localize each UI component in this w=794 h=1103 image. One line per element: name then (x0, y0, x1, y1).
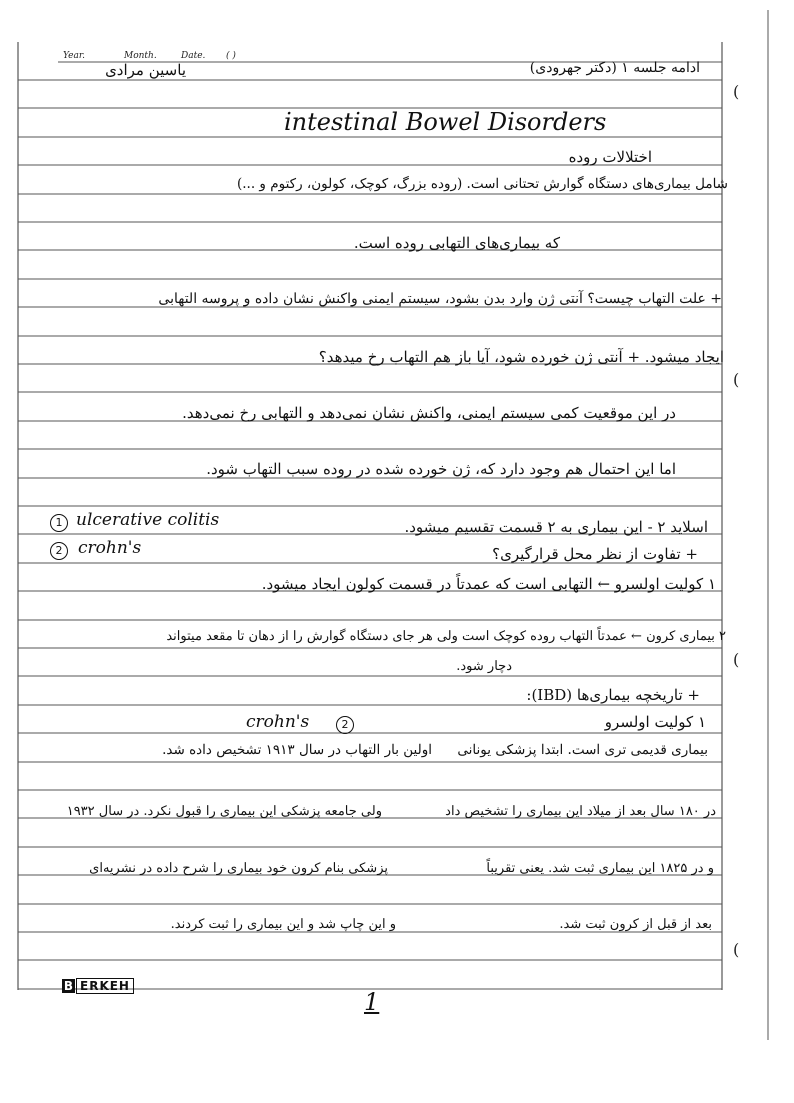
disease-crohns: crohn's (78, 538, 142, 558)
list-number: 1 (50, 514, 68, 532)
text-line: شامل بیماری‌های دستگاه گوارش تحتانی است. (روده بزرگ، کوچک، کولون، رکتوم و ...) (237, 176, 728, 192)
date-parens: ( ) (226, 51, 236, 61)
text-line: ۱ کولیت اولسرو (604, 713, 706, 731)
brand-logo-initial: B (63, 979, 74, 993)
brand-logo-text: ERKEH (76, 978, 134, 994)
text-line: که بیماری‌های التهابی روده است. (353, 234, 560, 252)
text-line: بعد از قبل از کرون ثبت شد. (559, 917, 712, 932)
text-line: اسلاید ۲ - این بیماری به ۲ قسمت تقسیم میشود. (404, 518, 708, 536)
year-label: Year. (63, 51, 86, 61)
text-line: پزشکی بنام کرون خود بیماری را شرح داده در نشریه‌ای (89, 861, 388, 876)
text-line: اما این احتمال هم وجود دارد که، ژن خورده شده در روده سبب التهاب شود. (206, 460, 676, 478)
text-line: بیماری قدیمی تری است. ابتدا پزشکی یونانی (457, 742, 708, 758)
brand-logo (62, 978, 134, 994)
text-line: و در ۱۸۲۵ این بیماری ثبت شد. یعنی تقریباً (486, 861, 714, 876)
course-heading: ادامه جلسه ۱ (دکتر جهرودی) (529, 60, 700, 76)
text-line: دچار شود. (456, 659, 512, 674)
margin-paren: ( (733, 650, 740, 669)
crohns-heading: crohn's (246, 712, 310, 732)
month-label: Month. (124, 51, 157, 61)
margin-paren: ( (733, 940, 740, 959)
date-label: Date. (181, 51, 206, 61)
crohns-number: 2 (336, 716, 354, 734)
list-number: 2 (50, 542, 68, 560)
text-line: ولی جامعه پزشکی این بیماری را قبول نکرد. در سال ۱۹۳۲ (66, 804, 382, 819)
page-number: 1 (364, 988, 380, 1016)
page-title: intestinal Bowel Disorders (284, 108, 607, 136)
text-line: ایجاد میشود. + آنتی ژن خورده شود، آیا باز هم التهاب رخ میدهد؟ (318, 348, 724, 366)
text-line: و این چاپ شد و این بیماری را ثبت کردند. (170, 917, 396, 932)
text-line: در این موقعیت کمی سیستم ایمنی، واکنش نشان نمی‌دهد و التهابی رخ نمی‌دهد. (182, 404, 676, 422)
author-name: یاسین مرادی (105, 61, 186, 79)
text-line: ۱ کولیت اولسرو ← التهابی است که عمدتاً در قسمت کولون ایجاد میشود. (261, 575, 716, 593)
text-line: + تفاوت از نظر محل قرارگیری؟ (492, 545, 698, 563)
disease-ulcerative-colitis: ulcerative colitis (76, 510, 220, 530)
text-line: اولین بار التهاب در سال ۱۹۱۳ تشخیص داده شد. (162, 742, 432, 758)
text-line: + تاریخچه بیماری‌ها (IBD): (526, 686, 700, 704)
text-line: اختلالات روده (568, 148, 652, 166)
margin-paren: ( (733, 82, 740, 101)
text-line: + علت التهاب چیست؟ آنتی ژن وارد بدن بشود، سیستم ایمنی واکنش نشان داده و پروسه التهابی (158, 291, 722, 307)
text-line: ۲ بیماری کرون ← عمدتاً التهاب روده کوچک است ولی هر جای دستگاه گوارش را از دهان تا مقعد میتواند (166, 629, 726, 644)
margin-paren: ( (733, 370, 740, 389)
text-line: در ۱۸۰ سال بعد از میلاد این بیماری را تشخیص داد (445, 804, 716, 819)
